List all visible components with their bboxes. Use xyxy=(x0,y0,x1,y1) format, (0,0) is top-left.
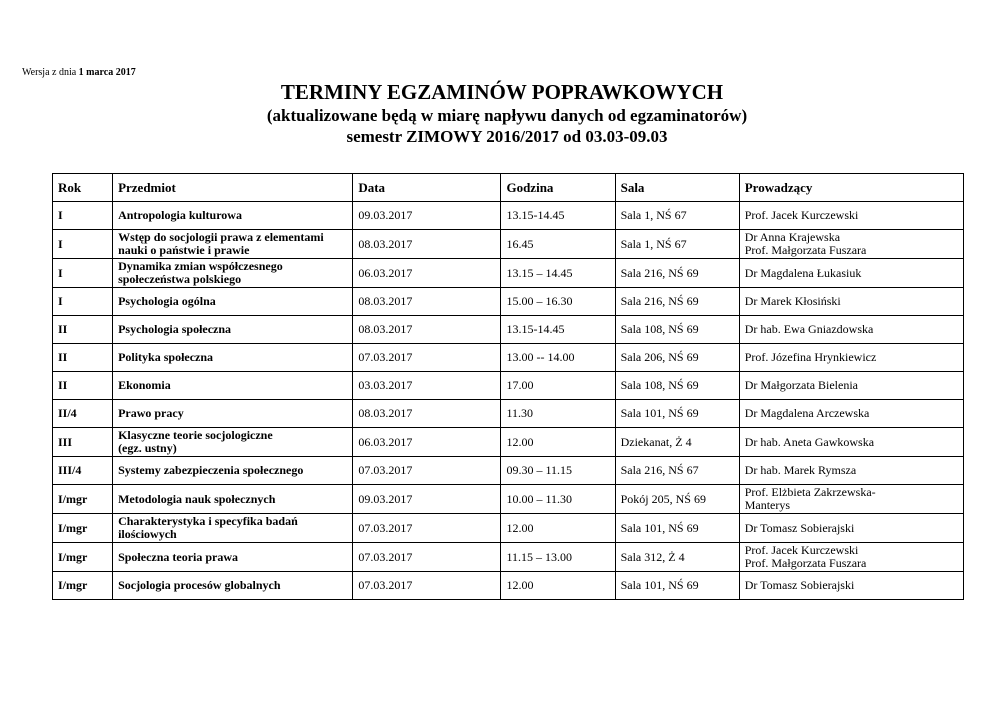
cell-data: 08.03.2017 xyxy=(353,316,501,344)
cell-sala: Sala 216, NŚ 69 xyxy=(615,259,739,288)
cell-sala: Pokój 205, NŚ 69 xyxy=(615,485,739,514)
cell-sala: Sala 216, NŚ 69 xyxy=(615,288,739,316)
cell-prowadzacy: Dr Małgorzata Bielenia xyxy=(739,372,963,400)
version-prefix: Wersja z dnia xyxy=(22,67,77,78)
cell-przedmiot: Antropologia kulturowa xyxy=(113,202,353,230)
cell-prowadzacy: Dr Tomasz Sobierajski xyxy=(739,572,963,600)
cell-rok: I/mgr xyxy=(53,514,113,543)
cell-data: 08.03.2017 xyxy=(353,400,501,428)
cell-prowadzacy: Dr Magdalena Arczewska xyxy=(739,400,963,428)
page-subtitle-semester: semestr ZIMOWY 2016/2017 od 03.03-09.03 xyxy=(346,127,668,146)
cell-przedmiot: Ekonomia xyxy=(113,372,353,400)
cell-godzina: 13.15 – 14.45 xyxy=(501,259,615,288)
title-block xyxy=(0,79,992,147)
cell-przedmiot: Psychologia społeczna xyxy=(113,316,353,344)
cell-godzina: 12.00 xyxy=(501,572,615,600)
cell-prowadzacy: Prof. Jacek Kurczewski xyxy=(739,202,963,230)
cell-data: 09.03.2017 xyxy=(353,202,501,230)
table-row xyxy=(53,202,964,230)
cell-prowadzacy: Prof. Jacek Kurczewski Prof. Małgorzata Fuszara xyxy=(739,543,963,572)
cell-prowadzacy: Dr Magdalena Łukasiuk xyxy=(739,259,963,288)
cell-przedmiot: Prawo pracy xyxy=(113,400,353,428)
cell-godzina: 11.15 – 13.00 xyxy=(501,543,615,572)
table-row xyxy=(53,543,964,572)
column-header-przedmiot: Przedmiot xyxy=(113,174,353,202)
cell-godzina: 10.00 – 11.30 xyxy=(501,485,615,514)
cell-przedmiot: Społeczna teoria prawa xyxy=(113,543,353,572)
exam-schedule-table xyxy=(52,173,964,600)
cell-data: 07.03.2017 xyxy=(353,572,501,600)
table-row xyxy=(53,514,964,543)
cell-sala: Sala 108, NŚ 69 xyxy=(615,316,739,344)
cell-rok: III/4 xyxy=(53,457,113,485)
cell-przedmiot: Metodologia nauk społecznych xyxy=(113,485,353,514)
cell-prowadzacy: Prof. Elżbieta Zakrzewska- Manterys xyxy=(739,485,963,514)
cell-przedmiot: Systemy zabezpieczenia społecznego xyxy=(113,457,353,485)
cell-przedmiot: Klasyczne teorie socjologiczne (egz. ustny) xyxy=(113,428,353,457)
page-title: TERMINY EGZAMINÓW POPRAWKOWYCH xyxy=(280,80,724,104)
table-row xyxy=(53,485,964,514)
cell-przedmiot: Socjologia procesów globalnych xyxy=(113,572,353,600)
cell-data: 07.03.2017 xyxy=(353,457,501,485)
cell-prowadzacy: Dr Tomasz Sobierajski xyxy=(739,514,963,543)
cell-prowadzacy: Dr hab. Marek Rymsza xyxy=(739,457,963,485)
version-date: 1 marca 2017 xyxy=(78,67,136,78)
cell-przedmiot: Wstęp do socjologii prawa z elementami nauki o państwie i prawie xyxy=(113,230,353,259)
cell-godzina: 12.00 xyxy=(501,428,615,457)
cell-sala: Sala 206, NŚ 69 xyxy=(615,344,739,372)
cell-rok: II xyxy=(53,372,113,400)
cell-prowadzacy: Dr hab. Ewa Gniazdowska xyxy=(739,316,963,344)
cell-rok: I/mgr xyxy=(53,543,113,572)
cell-godzina: 09.30 – 11.15 xyxy=(501,457,615,485)
table-row xyxy=(53,288,964,316)
cell-data: 03.03.2017 xyxy=(353,372,501,400)
cell-przedmiot: Charakterystyka i specyfika badań ilościowych xyxy=(113,514,353,543)
cell-sala: Sala 312, Ż 4 xyxy=(615,543,739,572)
cell-przedmiot: Polityka społeczna xyxy=(113,344,353,372)
cell-data: 08.03.2017 xyxy=(353,288,501,316)
cell-data: 08.03.2017 xyxy=(353,230,501,259)
cell-rok: II xyxy=(53,344,113,372)
table-row xyxy=(53,457,964,485)
cell-godzina: 13.00 -- 14.00 xyxy=(501,344,615,372)
cell-sala: Sala 101, NŚ 69 xyxy=(615,572,739,600)
cell-przedmiot: Dynamika zmian współczesnego społeczeństwa polskiego xyxy=(113,259,353,288)
column-header-rok: Rok xyxy=(53,174,113,202)
cell-rok: I xyxy=(53,259,113,288)
cell-godzina: 17.00 xyxy=(501,372,615,400)
table-row xyxy=(53,372,964,400)
cell-rok: II xyxy=(53,316,113,344)
cell-prowadzacy: Prof. Józefina Hrynkiewicz xyxy=(739,344,963,372)
cell-data: 09.03.2017 xyxy=(353,485,501,514)
cell-rok: I/mgr xyxy=(53,485,113,514)
cell-godzina: 12.00 xyxy=(501,514,615,543)
cell-godzina: 13.15-14.45 xyxy=(501,202,615,230)
cell-rok: II/4 xyxy=(53,400,113,428)
table-row xyxy=(53,572,964,600)
table-row xyxy=(53,400,964,428)
cell-rok: I xyxy=(53,202,113,230)
cell-data: 07.03.2017 xyxy=(353,344,501,372)
column-header-prowadzacy: Prowadzący xyxy=(739,174,963,202)
table-row xyxy=(53,428,964,457)
cell-data: 06.03.2017 xyxy=(353,259,501,288)
cell-godzina: 15.00 – 16.30 xyxy=(501,288,615,316)
cell-data: 06.03.2017 xyxy=(353,428,501,457)
cell-rok: I/mgr xyxy=(53,572,113,600)
cell-sala: Sala 216, NŚ 67 xyxy=(615,457,739,485)
cell-rok: I xyxy=(53,288,113,316)
cell-godzina: 16.45 xyxy=(501,230,615,259)
column-header-godzina: Godzina xyxy=(501,174,615,202)
cell-sala: Sala 101, NŚ 69 xyxy=(615,514,739,543)
table-row xyxy=(53,230,964,259)
cell-prowadzacy: Dr Marek Kłosiński xyxy=(739,288,963,316)
cell-sala: Sala 101, NŚ 69 xyxy=(615,400,739,428)
cell-rok: III xyxy=(53,428,113,457)
cell-prowadzacy: Dr Anna Krajewska Prof. Małgorzata Fuszara xyxy=(739,230,963,259)
cell-sala: Dziekanat, Ż 4 xyxy=(615,428,739,457)
column-header-sala: Sala xyxy=(615,174,739,202)
cell-sala: Sala 108, NŚ 69 xyxy=(615,372,739,400)
cell-przedmiot: Psychologia ogólna xyxy=(113,288,353,316)
cell-sala: Sala 1, NŚ 67 xyxy=(615,202,739,230)
table-row xyxy=(53,259,964,288)
cell-godzina: 11.30 xyxy=(501,400,615,428)
cell-data: 07.03.2017 xyxy=(353,514,501,543)
table-row xyxy=(53,344,964,372)
table-row xyxy=(53,316,964,344)
table-header-row xyxy=(53,174,964,202)
cell-prowadzacy: Dr hab. Aneta Gawkowska xyxy=(739,428,963,457)
page-subtitle-update-note: (aktualizowane będą w miarę napływu danych od egzaminatorów) xyxy=(266,106,748,125)
cell-data: 07.03.2017 xyxy=(353,543,501,572)
cell-sala: Sala 1, NŚ 67 xyxy=(615,230,739,259)
cell-rok: I xyxy=(53,230,113,259)
cell-godzina: 13.15-14.45 xyxy=(501,316,615,344)
column-header-data: Data xyxy=(353,174,501,202)
version-note xyxy=(22,67,136,78)
